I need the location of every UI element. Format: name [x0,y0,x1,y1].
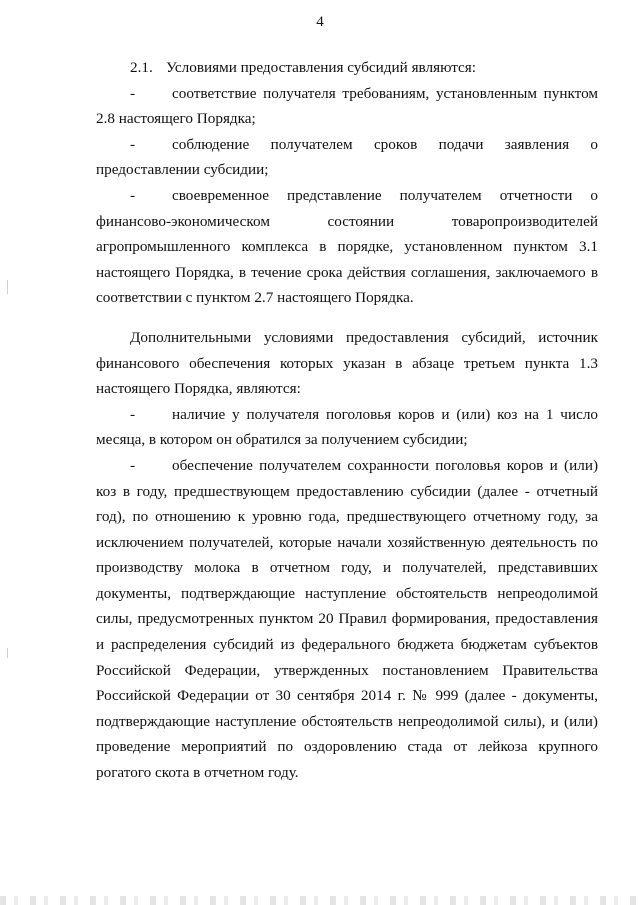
page-number: 4 [316,14,324,30]
additional-condition-item [96,453,598,786]
scan-bottom-edge [0,896,640,905]
condition-item [96,132,598,183]
condition-item [96,81,598,132]
document-body [96,55,598,786]
section-title: Условиями предоставления субсидий являются: [166,59,476,76]
bullet-dash: - [130,135,136,153]
condition-item [96,183,598,311]
additional-conditions-intro: Дополнительными условиями предоставления субсидий, источник финансового обеспечения которых указан в абзаце третьем пункта 1.3 настоящего Порядка, являются: [96,328,598,398]
scan-margin-mark [7,280,8,294]
section-number: 2.1. [130,59,153,76]
scan-margin-mark [7,648,8,658]
bullet-dash: - [130,186,136,204]
additional-condition-text: наличие у получателя поголовья коров и (или) коз на 1 число месяца, в котором он обратился за получением субсидии; [96,405,598,449]
condition-text: соблюдение получателем сроков подачи заявления о предоставлении субсидии; [96,135,598,179]
condition-text: своевременное представление получателем отчетности о финансово-экономическом состоянии товаропроизводителей агропромышленного комплекса в порядке, установленном пунктом 3.1 настоящего Порядка, в течение срока действия соглашения, заключаемого в соответствии с пунктом 2.7 настоящего Порядка. [96,186,598,307]
condition-text: соответствие получателя требованиям, установленным пунктом 2.8 настоящего Порядка; [96,84,598,128]
additional-condition-item [96,402,598,453]
additional-condition-text: обеспечение получателем сохранности поголовья коров и (или) коз в году, предшествующем предоставлению субсидии (далее - отчетный год), по отношению к уровню года, предшествующего отчетному году, за исключением получателей, которые начали хозяйственную деятельность по производству молока в отчетном году, и получателей, представивших документы, подтверждающие наступление обстоятельств непреодолимой силы, предусмотренных пунктом 20 Правил формирования, предоставления и распределения субсидий из федерального бюджета бюджетам субъектов Российской Федерации, утвержденных постановлением Правительства Российской Федерации от 30 сентября 2014 г. № 999 (далее - документы, подтверждающие наступление обстоятельств непреодолимой силы), и (или) проведение мероприятий по оздоровлению стада от лейкоза крупного рогатого скота в отчетном году. [96,456,598,782]
bullet-dash: - [130,84,136,102]
bullet-dash: - [130,405,136,423]
bullet-dash: - [130,456,136,474]
section-heading [96,55,598,81]
